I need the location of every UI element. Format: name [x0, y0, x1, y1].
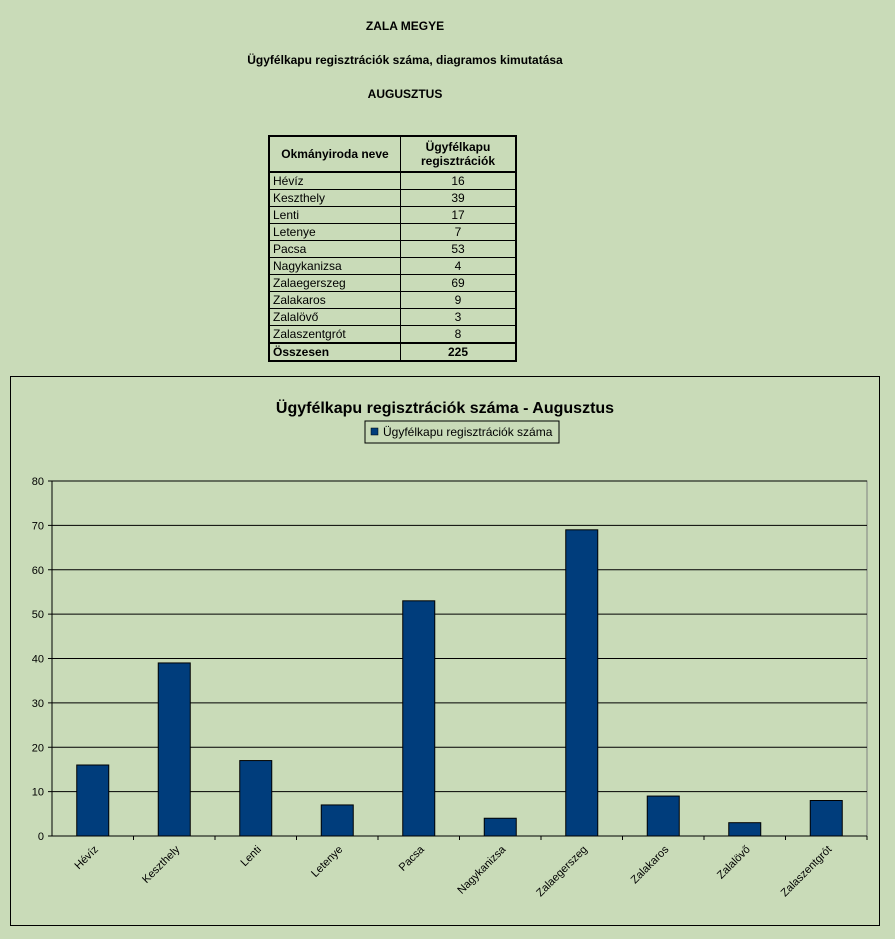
legend-label: Ügyfélkapu regisztrációk száma — [383, 425, 553, 439]
y-tick-label: 50 — [31, 609, 44, 622]
total-row — [269, 343, 516, 361]
x-tick-label: Zalalövő — [714, 843, 753, 882]
table-row — [269, 292, 516, 309]
x-tick-label: Nagykanizsa — [455, 843, 509, 897]
county-title: ZALA MEGYE — [365, 19, 445, 33]
bar-9 — [810, 801, 842, 837]
bar-1 — [158, 663, 190, 836]
registrations-cell: 4 — [401, 258, 517, 275]
bar-4 — [403, 601, 435, 836]
registrations-header — [401, 136, 517, 172]
table-body — [269, 172, 516, 343]
x-tick-label: Hévíz — [72, 843, 101, 873]
y-tick-label: 20 — [31, 742, 44, 755]
x-tick-label: Keszthely — [140, 843, 183, 886]
x-tick-label: Letenye — [309, 843, 346, 880]
x-tick-label: Lenti — [238, 843, 264, 869]
office-name-cell: Zalakaros — [269, 292, 401, 309]
x-tick-label: Pacsa — [396, 843, 427, 874]
bar-7 — [647, 796, 679, 836]
bar-3 — [321, 805, 353, 836]
y-tick-label: 80 — [31, 476, 44, 488]
table-row — [269, 309, 516, 326]
x-tick-label: Zalaegerszeg — [534, 843, 590, 900]
office-name-cell: Keszthely — [269, 190, 401, 207]
office-name-cell: Pacsa — [269, 241, 401, 258]
chart-area — [10, 376, 880, 926]
office-name-cell: Hévíz — [269, 172, 401, 190]
y-tick-label: 0 — [37, 831, 44, 843]
total-value: 225 — [401, 343, 517, 361]
table-row — [269, 190, 516, 207]
registrations-table — [268, 135, 517, 362]
table-header-row — [269, 136, 516, 172]
y-tick-label: 60 — [31, 564, 44, 577]
registrations-cell: 17 — [401, 207, 517, 224]
bar-chart — [11, 377, 879, 925]
report-subtitle: Ügyfélkapu regisztrációk száma, diagramos kimutatása — [247, 53, 563, 67]
table-row — [269, 172, 516, 190]
legend-swatch — [371, 428, 378, 435]
chart-title: Ügyfélkapu regisztrációk száma - Augusztus — [275, 400, 615, 417]
table-row — [269, 207, 516, 224]
table-row — [269, 241, 516, 258]
registrations-cell: 8 — [401, 326, 517, 344]
x-tick-label: Zalakaros — [628, 843, 672, 887]
office-name-header: Okmányiroda neve — [269, 136, 401, 172]
office-name-cell: Zalaszentgrót — [269, 326, 401, 344]
office-name-cell: Lenti — [269, 207, 401, 224]
y-tick-label: 30 — [31, 697, 44, 710]
month-title: AUGUSZTUS — [367, 87, 443, 101]
registrations-cell: 69 — [401, 275, 517, 292]
office-name-cell: Letenye — [269, 224, 401, 241]
registrations-cell: 7 — [401, 224, 517, 241]
bar-6 — [566, 530, 598, 836]
registrations-header-line1: Ügyfélkapu — [425, 140, 491, 154]
bar-5 — [484, 818, 516, 836]
y-tick-label: 40 — [31, 653, 44, 666]
registrations-cell: 16 — [401, 172, 517, 190]
table-row — [269, 275, 516, 292]
table-row — [269, 326, 516, 344]
table-row — [269, 224, 516, 241]
total-label: Összesen — [269, 343, 401, 361]
office-name-cell: Zalaegerszeg — [269, 275, 401, 292]
registrations-cell: 53 — [401, 241, 517, 258]
registrations-header-line2: regisztrációk — [420, 154, 496, 168]
registrations-cell: 3 — [401, 309, 517, 326]
registrations-cell: 9 — [401, 292, 517, 309]
y-tick-label: 70 — [31, 520, 44, 533]
x-tick-label: Zalaszentgrót — [778, 843, 835, 900]
bar-2 — [240, 761, 272, 836]
bar-8 — [729, 823, 761, 836]
office-name-cell: Nagykanizsa — [269, 258, 401, 275]
bar-0 — [77, 765, 109, 836]
office-name-cell: Zalalövő — [269, 309, 401, 326]
y-tick-label: 10 — [31, 786, 44, 799]
registrations-cell: 39 — [401, 190, 517, 207]
table-row — [269, 258, 516, 275]
